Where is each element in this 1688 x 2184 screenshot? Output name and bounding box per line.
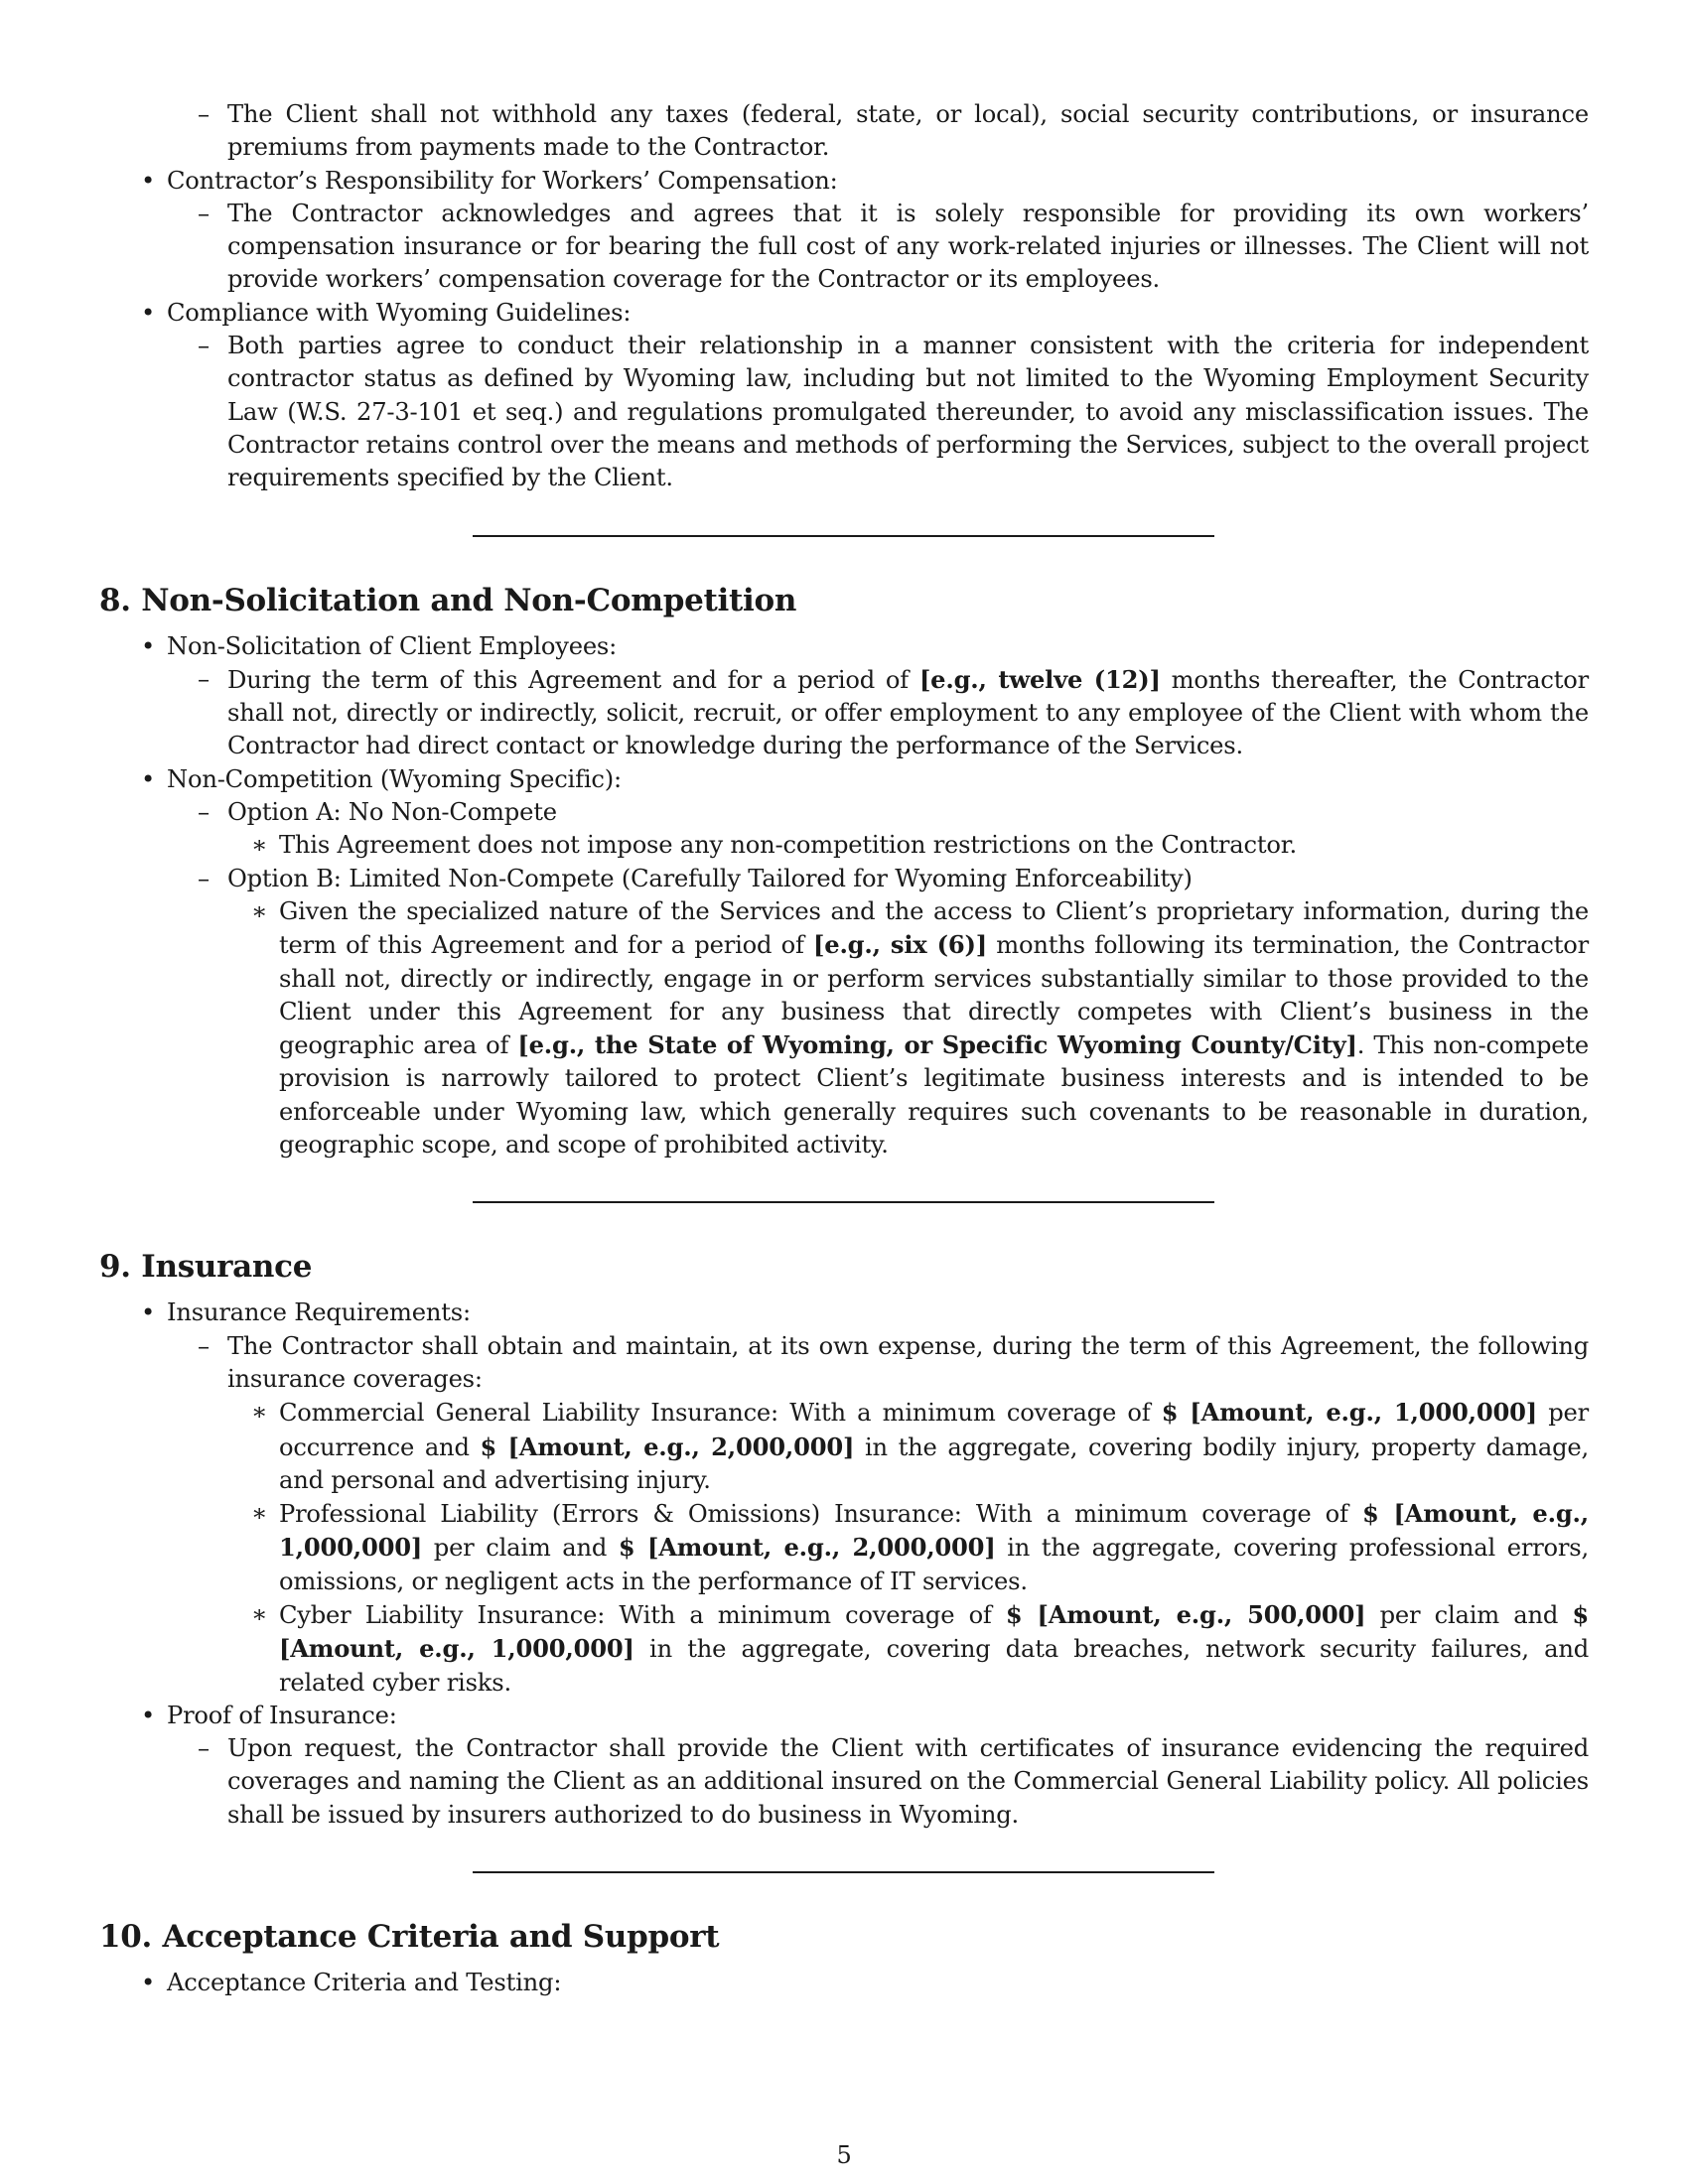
- bullet-marker: •: [141, 166, 156, 195]
- list-item: [198, 330, 1589, 494]
- dash-marker: –: [198, 664, 210, 693]
- amount-placeholder: $ [Amount, e.g., 500,000]: [1005, 1599, 1366, 1629]
- text-run: During the term of this Agreement and for a period of: [227, 665, 919, 694]
- bullet-marker: •: [141, 1969, 156, 1997]
- list-item: [198, 1330, 1589, 1397]
- bullet-marker: •: [141, 1701, 156, 1729]
- list-item: [141, 630, 1589, 663]
- list-item: [251, 895, 1589, 1161]
- insurance-req-text: The Contractor shall obtain and maintain, at its own expense, during the term of this Agreement, the following insurance coverages:: [227, 1331, 1589, 1393]
- amount-placeholder: $ [Amount, e.g., 1,000,000]: [279, 1499, 1589, 1563]
- text-run: Given the specialized nature of the Services and the access to Client’s proprietary information, during the term of this Agreement and for a period of: [279, 896, 1589, 960]
- option-b-label: Option B: Limited Non-Compete (Carefully Tailored for Wyoming Enforceability): [227, 864, 1193, 892]
- nonsolicit-label: Non-Solicitation of Client Employees:: [167, 631, 618, 660]
- workers-comp-label: Contractor’s Responsibility for Workers’ Compensation:: [167, 166, 838, 195]
- acceptance-label: Acceptance Criteria and Testing:: [167, 1969, 562, 1997]
- dash-marker: –: [198, 864, 210, 892]
- wyoming-text: Both parties agree to conduct their relationship in a manner consistent with the criteria for independent contractor status as defined by Wyoming law, including but not limited to the Wyoming Employment Security Law (W.S. 27-3-101 et seq.) and regulations promulgated thereunder, to avoid any misclassification issues. The Contractor retains control over the means and methods of performing the Services, subject to the overall project requirements specified by the Client.: [227, 332, 1589, 492]
- amount-placeholder: $ [Amount, e.g., 1,000,000]: [279, 1599, 1589, 1664]
- list-item: [198, 663, 1589, 763]
- text-run: in the aggregate, covering professional errors, omissions, or negligent acts in the performance of IT services.: [279, 1534, 1589, 1595]
- text-run: Cyber Liability Insurance: With a minimum coverage of: [279, 1600, 1006, 1629]
- option-a-text: This Agreement does not impose any non-competition restrictions on the Contractor.: [279, 831, 1297, 860]
- list-item: [251, 1598, 1589, 1700]
- list-item: [141, 763, 1589, 796]
- amount-placeholder: $ [Amount, e.g., 2,000,000]: [618, 1533, 996, 1563]
- section-heading-9: 9. Insurance: [99, 1249, 313, 1286]
- asterisk-marker: ∗: [251, 1398, 268, 1427]
- proof-label: Proof of Insurance:: [167, 1701, 397, 1729]
- list-item: [198, 98, 1589, 165]
- list-item: [198, 796, 1589, 829]
- proof-text: Upon request, the Contractor shall provide the Client with certificates of insurance evidencing the required coverages and naming the Client as an additional insured on the Commercial General Liability policy. All policies shall be issued by insurers authorized to do business in Wyoming.: [227, 1734, 1589, 1829]
- list-item: [251, 1396, 1589, 1497]
- section-heading-10: 10. Acceptance Criteria and Support: [99, 1919, 720, 1956]
- text-run: Professional Liability (Errors & Omissions) Insurance: With a minimum coverage of: [279, 1500, 1362, 1529]
- dash-marker: –: [198, 1734, 210, 1763]
- list-item: [141, 165, 1589, 198]
- list-item: [251, 1497, 1589, 1598]
- dash-marker: –: [198, 100, 210, 128]
- amount-placeholder: $ [Amount, e.g., 1,000,000]: [1161, 1398, 1537, 1428]
- bullet-marker: •: [141, 298, 156, 327]
- bullet-marker: •: [141, 631, 156, 660]
- list-item: [141, 1700, 1589, 1732]
- bullet-marker: •: [141, 1298, 156, 1327]
- bullet-marker: •: [141, 764, 156, 793]
- text-run: per claim and: [1365, 1600, 1573, 1629]
- insurance-req-label: Insurance Requirements:: [167, 1298, 471, 1327]
- workers-comp-text: The Contractor acknowledges and agrees that it is solely responsible for providing its own workers’ compensation insurance or for bearing the full cost of any work-related injuries or illnesses. The Client will not provide workers’ compensation coverage for the Contractor or its employees.: [227, 199, 1589, 294]
- dash-marker: –: [198, 199, 210, 227]
- text-run: Commercial General Liability Insurance: With a minimum coverage of: [279, 1399, 1162, 1428]
- text-run: in the aggregate, covering bodily injury, property damage, and personal and advertising injury.: [279, 1433, 1589, 1494]
- list-item: [141, 297, 1589, 330]
- page-number: 5: [836, 2141, 852, 2169]
- wyoming-label: Compliance with Wyoming Guidelines:: [167, 298, 632, 327]
- list-item: [141, 1297, 1589, 1329]
- no-withholding-text: The Client shall not withhold any taxes (federal, state, or local), social security contributions, or insurance premiums from payments made to the Contractor.: [227, 100, 1589, 162]
- text-run: per claim and: [422, 1534, 619, 1563]
- placeholder-term: [e.g., twelve (12)]: [918, 664, 1161, 694]
- dash-marker: –: [198, 798, 210, 827]
- dash-marker: –: [198, 1331, 210, 1360]
- asterisk-marker: ∗: [251, 896, 268, 925]
- asterisk-marker: ∗: [251, 831, 268, 860]
- text-run: in the aggregate, covering data breaches, network security failures, and related cyber risks.: [279, 1635, 1589, 1697]
- text-run: months thereafter, the Contractor shall not, directly or indirectly, solicit, recruit, or offer employment to any employee of the Client with whom the Contractor had direct contact or knowledge during the performance of the Services.: [227, 665, 1589, 760]
- amount-placeholder: $ [Amount, e.g., 2,000,000]: [480, 1432, 855, 1461]
- list-item: [251, 829, 1589, 862]
- asterisk-marker: ∗: [251, 1499, 268, 1528]
- list-item: [198, 198, 1589, 297]
- noncompete-label: Non-Competition (Wyoming Specific):: [167, 764, 622, 793]
- list-item: [141, 1967, 1589, 1999]
- section-heading-8: 8. Non-Solicitation and Non-Competition: [99, 582, 797, 618]
- asterisk-marker: ∗: [251, 1599, 268, 1628]
- list-item: [198, 863, 1589, 895]
- text-run: per occurrence and: [279, 1399, 1589, 1461]
- option-a-label: Option A: No Non-Compete: [227, 798, 557, 827]
- placeholder-area: [e.g., the State of Wyoming, or Specific Wyoming County/City]: [517, 1030, 1357, 1060]
- dash-marker: –: [198, 332, 210, 360]
- text-run: months following its termination, the Contractor shall not, directly or indirectly, engage in or perform services substantially similar to those provided to the Client under this Agreement for any business that directly competes with Client’s business in the geographic area of: [279, 931, 1589, 1060]
- placeholder-term: [e.g., six (6)]: [813, 930, 987, 960]
- text-run: . This non-compete provision is narrowly tailored to protect Client’s legitimate business interests and is intended to be enforceable under Wyoming law, which generally requires such covenants to be reasonable in duration, geographic scope, and scope of prohibited activity.: [279, 1031, 1589, 1160]
- list-item: [198, 1732, 1589, 1832]
